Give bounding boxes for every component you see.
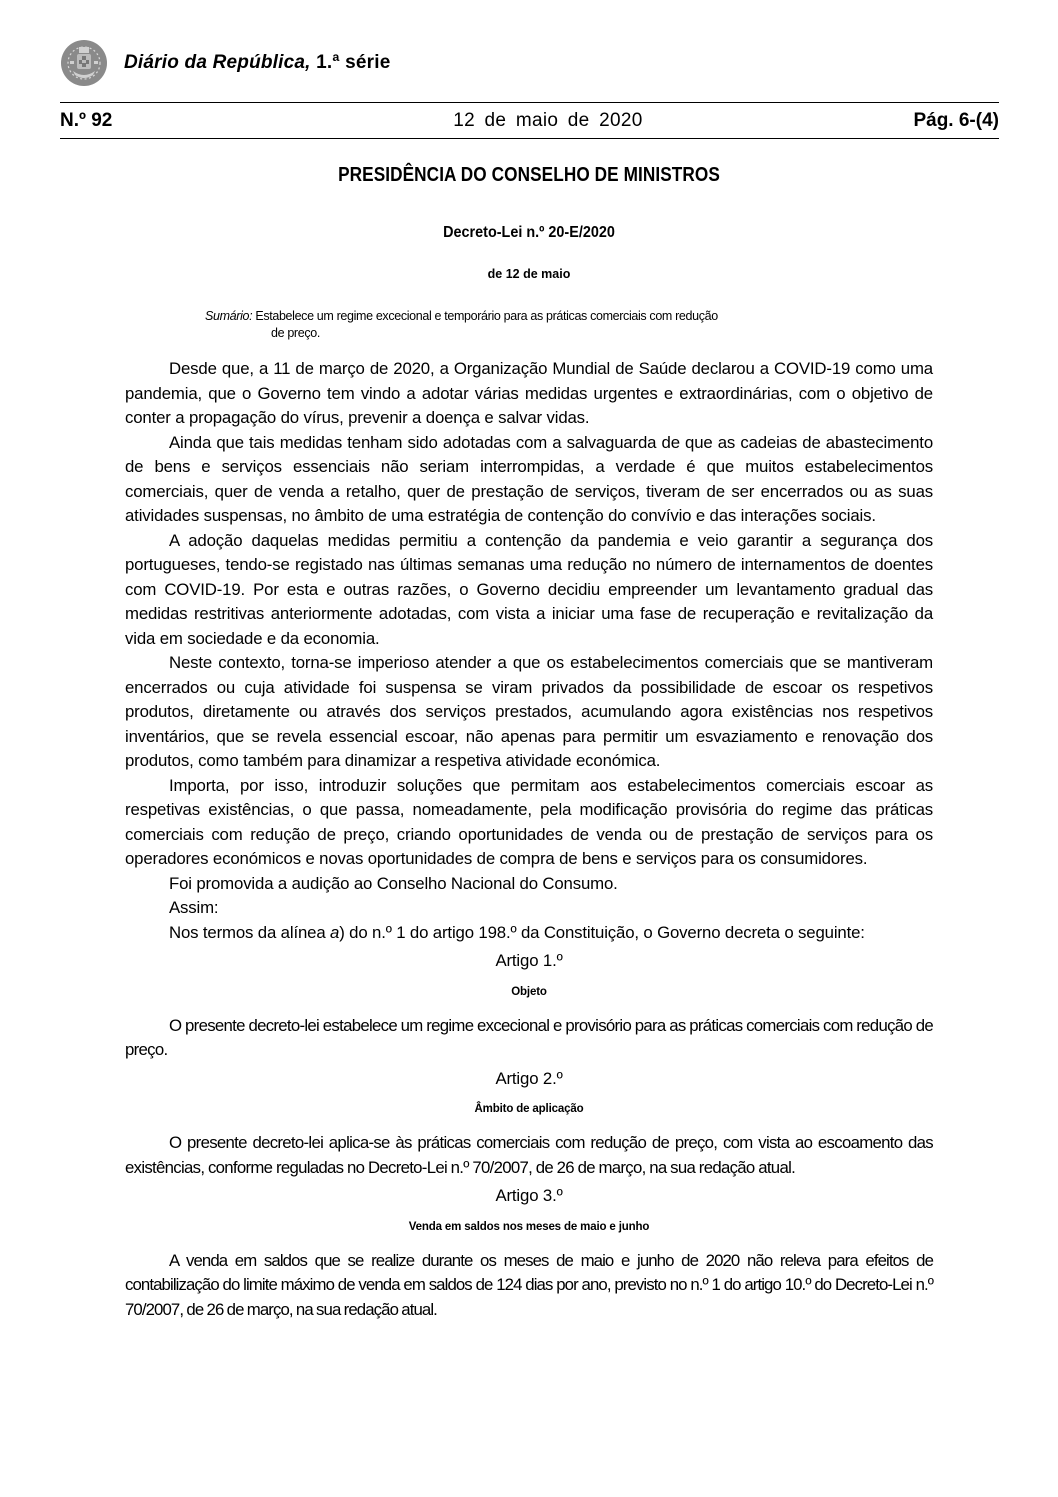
article-3 [125, 1180, 933, 1249]
article-1 [125, 945, 933, 1014]
enacting-clause-end: ) do n.º 1 do artigo 198.º da Constituição, o Governo decreta o seguinte: [339, 922, 865, 942]
article-text: O presente decreto-lei aplica-se às práticas comerciais com redução de preço, com vista ao escoamento das existências, conforme reguladas no Decreto-Lei n.º 70/2007, de 26 de março, na sua redação atual. [125, 1133, 933, 1177]
article-title: Venda em saldos nos meses de maio e junho [408, 1220, 650, 1233]
preamble-paragraph: Importa, por isso, introduzir soluções que permitam aos estabelecimentos comerciais escoar as respetivas existências, o que passa, nomeadamente, pela modificação provisória do regime das práticas comerciais com redução de preço, criando oportunidades de venda ou de prestação de serviços para os operadores económicos e novas oportunidades de compra de bens e serviços para os consumidores. [125, 775, 933, 868]
ministry-heading: PRESIDÊNCIA DO CONSELHO DE MINISTROS [338, 164, 720, 186]
article-text: O presente decreto-lei estabelece um regime excecional e provisório para as práticas comerciais com redução de preço. [125, 1015, 933, 1059]
journal-series: 1.ª série [310, 52, 391, 73]
preamble-paragraph: Assim: [169, 898, 219, 917]
header-rule-top [60, 102, 999, 103]
article-number: Artigo 2.º [495, 1068, 563, 1088]
preamble-paragraph: Desde que, a 11 de março de 2020, a Organização Mundial de Saúde declarou a COVID-19 como uma pandemia, que o Governo tem vindo a adotar várias medidas urgentes e extraordinárias, com o objetivo de conter a propagação do vírus, prevenir a doença e salvar vidas. [125, 359, 933, 427]
header-rule-bottom [60, 138, 999, 139]
enacting-clause-italic: a [330, 922, 340, 942]
enacting-clause [125, 921, 933, 946]
preamble-paragraph: A adoção daquelas medidas permitiu a contenção da pandemia e veio garantir a segurança dos portugueses, tendo-se registado nas últimas semanas uma redução no número de internamentos de doentes com COVID-19. Por esta e outras razões, o Governo decidiu empreender um levantamento gradual das medidas restritivas anteriormente adotadas, com vista a iniciar uma fase de recuperação e revitalização da vida em sociedade e da economia. [125, 530, 933, 648]
article-number: Artigo 1.º [495, 951, 563, 970]
summary-label: Sumário: [205, 309, 253, 323]
page-number: Pág. 6-(4) [913, 110, 999, 131]
summary-text-line2: de preço. [271, 326, 320, 340]
article-number: Artigo 3.º [495, 1186, 563, 1205]
article-title: Âmbito de aplicação [474, 1103, 584, 1115]
enacting-clause-start: Nos termos da alínea [169, 922, 331, 942]
summary [205, 308, 865, 342]
summary-text-line1: Estabelece um regime excecional e temporário para as práticas comerciais com redução [252, 309, 718, 323]
masthead [60, 38, 390, 88]
article-text: A venda em saldos que se realize durante os meses de maio e junho de 2020 não releva para efeitos de contabilização do limite máximo de venda em saldos de 124 dias por ano, previsto no n.º 1 do artigo 10.º do Decreto-Lei n.º 70/2007, de 26 de março, na sua redação atual. [125, 1250, 933, 1319]
decree-date: de 12 de maio [487, 267, 571, 281]
preamble-paragraph: Foi promovida a audição ao Conselho Nacional do Consumo. [169, 873, 618, 893]
coat-of-arms-icon [60, 39, 108, 87]
issue-date: 12 de maio de 2020 [453, 110, 643, 131]
preamble-paragraph: Neste contexto, torna-se imperioso atender a que os estabelecimentos comerciais que se mantiveram encerrados ou cuja atividade foi suspensa se viram privados da possibilidade de escoar os respetivos produtos, diretamente ou através dos serviços prestados, acumulando agora existências nos respetivos inventários, que se revela essencial escoar, não apenas para permitir um esvaziamento e renovação dos produtos, como também para dinamizar a respetiva atividade económica. [125, 653, 933, 770]
decree-title: Decreto-Lei n.º 20-E/2020 [443, 224, 615, 241]
journal-name: Diário da República, [124, 52, 311, 73]
preamble-paragraph: Ainda que tais medidas tenham sido adotadas com a salvaguarda de que as cadeias de abastecimento de bens e serviços essenciais não seriam interrompidas, a verdade é que muitos estabelecimentos comerciais, quer de venda a retalho, quer de prestação de serviços, tiveram de ser encerrados ou as suas atividades suspensas, no âmbito de uma estratégia de contenção do convívio e das interações sociais. [125, 432, 933, 525]
decree-body [125, 357, 933, 1322]
journal-title [124, 52, 390, 74]
article-title: Objeto [511, 985, 547, 998]
issue-number: N.º 92 [60, 110, 113, 131]
article-2 [125, 1063, 933, 1132]
issue-bar [60, 106, 999, 136]
